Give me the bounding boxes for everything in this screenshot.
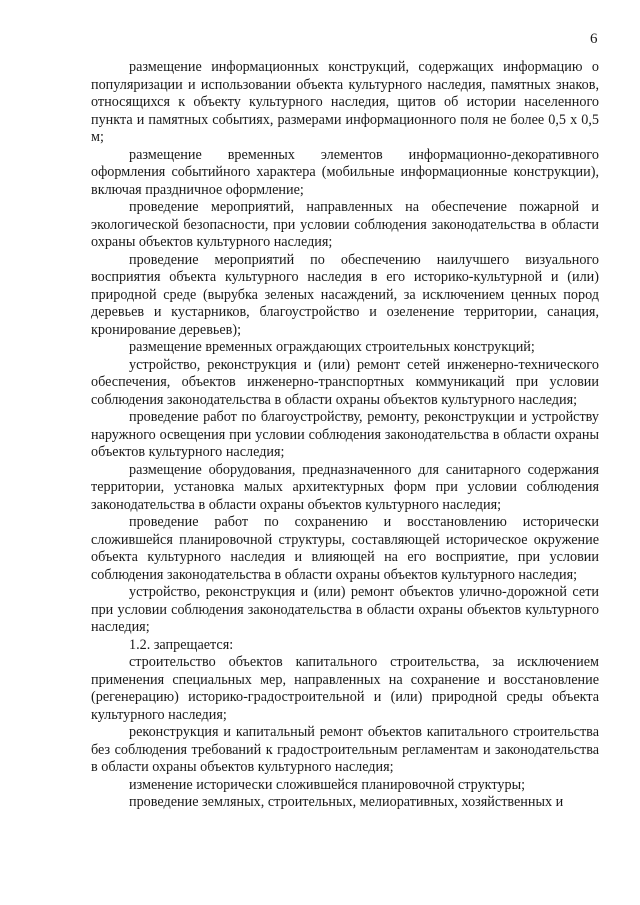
paragraph: проведение мероприятий, направленных на обеспечение пожарной и экологической безопасности, при условии соблюдения законодательства в области охраны объектов культурного наследия; [91, 199, 599, 250]
paragraph: проведение земляных, строительных, мелиоративных, хозяйственных и [129, 794, 564, 810]
paragraph: размещение информационных конструкций, содержащих информацию о популяризации и использовании объекта культурного наследия, памятных знаков, относящихся к объекту культурного наследия, щитов об истории населенного пункта и памятных событиях, размерами информационного поля не более 0,5 х 0,5 м; [91, 59, 599, 145]
paragraph: размещение временных ограждающих строительных конструкций; [129, 339, 535, 355]
paragraph: строительство объектов капитального строительства, за исключением применения специальных мер, направленных на сохранение и восстановление (регенерацию) историко-градостроительной и (или) природной среды объекта культурного наследия; [91, 654, 599, 723]
paragraph: устройство, реконструкция и (или) ремонт сетей инженерно-технического обеспечения, объектов инженерно-транспортных коммуникаций при условии соблюдения законодательства в области охраны объектов культурного наследия; [91, 356, 599, 408]
paragraph: изменение исторически сложившейся планировочной структуры; [129, 776, 526, 793]
paragraph: устройство, реконструкция и (или) ремонт объектов улично-дорожной сети при условии соблюдения законодательства в области охраны объектов культурного наследия; [91, 584, 599, 635]
paragraph: реконструкция и капитальный ремонт объектов капитального строительства без соблюдения требований к градостроительным регламентам и законодательства в области охраны объектов культурного наследия; [91, 724, 599, 775]
paragraph: проведение работ по сохранению и восстановлению исторически сложившейся планировочной структуры, составляющей историческое окружение объекта культурного наследия и влияющей на его восприятие, при условии соблюдения законодательства в области охраны объектов культурного наследия; [91, 514, 599, 583]
paragraph: размещение оборудования, предназначенного для санитарного содержания территории, установка малых архитектурных форм при условии соблюдения законодательства в области охраны объектов культурного наследия; [91, 461, 599, 513]
document-body [91, 59, 599, 812]
paragraph: размещение временных элементов информационно-декоративного оформления событийного характера (мобильные информационные конструкции), включая праздничное оформление; [91, 146, 599, 198]
page-number: 6 [590, 31, 598, 47]
section-heading: 1.2. запрещается: [129, 636, 234, 653]
paragraph: проведение работ по благоустройству, ремонту, реконструкции и устройству наружного освещения при условии соблюдения законодательства в области охраны объектов культурного наследия; [91, 409, 599, 460]
paragraph: проведение мероприятий по обеспечению наилучшего визуального восприятия объекта культурного наследия в его историко-культурной и (или) природной среде (вырубка зеленых насаждений, за исключением ценных пород деревьев и кустарников, благоустройство и озеленение территории, санация, кронирование деревьев); [91, 251, 599, 338]
